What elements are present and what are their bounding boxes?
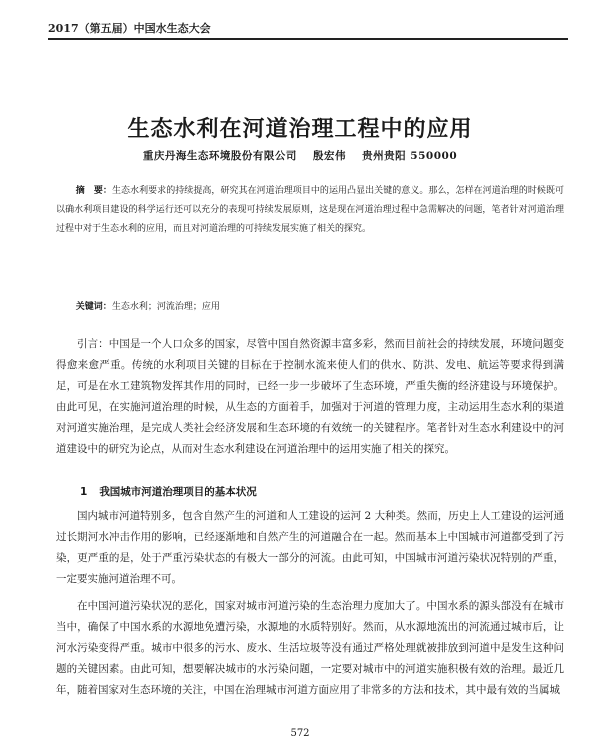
section1-paragraph-1: 国内城市河道特别多，包含自然产生的河道和人工建设的运河 2 大种类。然而，历史上人工建设的运河通过长期河水冲击作用的影响，已经逐渐地和自然产生的河道融合在一起。然而基本上中国城市河道都受到了污染，更严重的是，处于严重污染状态的有极大一部分的河流。由此可知，中国城市河道污染状况特别的严重，一定要实施河道治理不可。 xyxy=(56,510,564,585)
keywords-text: 生态水利；河流治理；应用 xyxy=(111,302,220,312)
section1-paragraph-2: 在中国河道污染状况的恶化，国家对城市河道污染的生态治理力度加大了。中国水系的源头部没有在城市当中，确保了中国水系的水源地免遭污染，水源地的水质特别好。然而，从水源地流出的河流通过城市后，让河水污染变得严重。城市中很多的污水、废水、生活垃圾等没有通过严格处理就被排放到河道中是发生这种问题的关键因素。由此可知，想要解决城市的水污染问题，一定要对城市中的河道实施积极有效的治理。最近几年，随着国家对生态环境的关注，中国在治理城市河道方面应用了非常多的方法和技术，其中最有效的当属城 xyxy=(56,600,564,696)
header-rule xyxy=(48,38,568,40)
running-header: 2017（第五届）中国水生态大会 xyxy=(48,22,211,35)
section-heading xyxy=(80,484,269,499)
abstract-text: 生态水利要求的持续提高，研究其在河道治理项目中的运用凸显出关键的意义。那么，怎样在河道治理的时候既可以确水利项目建设的科学运行还可以充分的表现可持续发展原则，这是现在河道治理过程中急需解决的问题，笔者针对河道治理过程中对于生态水利的应用，而且对河道治理的可持续发展实施了相关的探究。 xyxy=(56,186,564,234)
author-name: 殷宏伟 xyxy=(313,150,346,162)
keywords xyxy=(56,298,564,317)
abstract-label: 摘 要： xyxy=(75,186,112,196)
page-number: 572 xyxy=(290,728,310,739)
section-title: 我国城市河道治理项目的基本状况 xyxy=(99,486,257,498)
section-number: 1 xyxy=(80,486,88,498)
keywords-label: 关键词： xyxy=(75,302,112,312)
intro-text: 中国是一个人口众多的国家，尽管中国自然资源丰富多彩，然而目前社会的持续发展，环境问题变得愈来愈严重。传统的水利项目关键的目标在于控制水流来使人们的供水、防洪、发电、航运等要求得到满足，可是在水工建筑物发挥其作用的同时，已经一步一步破坏了生态环境，严重失衡的经济建设与环境保护。由此可见，在实施河道治理的时候，从生态的方面着手，加强对于河道的管理力度，主动运用生态水利的渠道对河道实施治理，是完成人类社会经济发展和生态环境的有效统一的关键程序。笔者针对生态水利建设中的河道建设中的研究为论点，从而对生态水利建设在河道治理中的运用实施了相关的探究。 xyxy=(56,338,565,455)
affiliation: 重庆丹海生态环境股份有限公司 xyxy=(142,150,297,162)
intro-paragraph xyxy=(56,334,564,460)
byline xyxy=(0,148,600,163)
intro-label: 引言： xyxy=(77,338,109,350)
paper-title: 生态水利在河道治理工程中的应用 xyxy=(127,117,473,142)
abstract xyxy=(56,182,564,239)
author-location: 贵州贵阳 550000 xyxy=(362,150,458,162)
